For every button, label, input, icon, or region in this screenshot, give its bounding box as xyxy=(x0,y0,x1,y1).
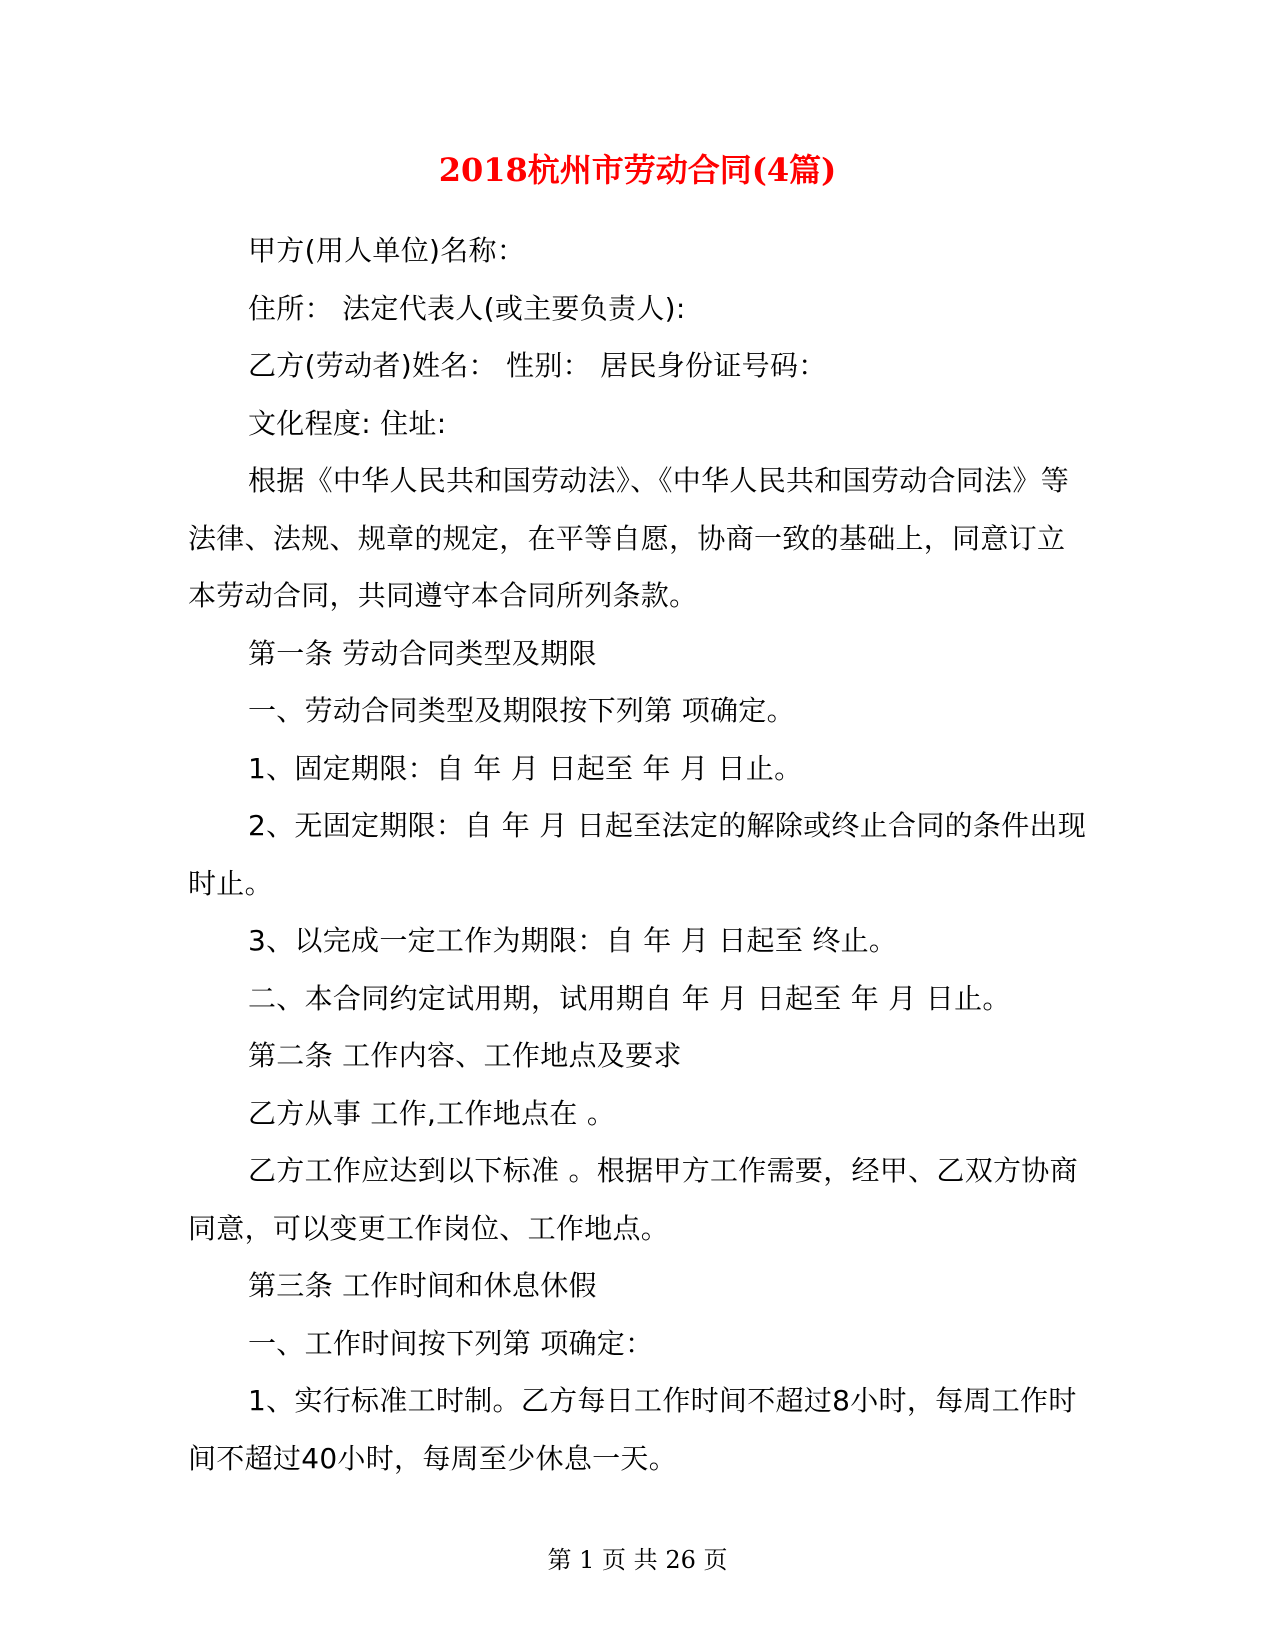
footer-prefix: 第 xyxy=(547,1546,572,1574)
paragraph-address-representative: 住所： 法定代表人(或主要负责人): xyxy=(248,291,686,325)
article-1-heading: 第一条 劳动合同类型及期限 xyxy=(248,636,597,670)
footer-mid: 页 共 xyxy=(602,1546,658,1574)
paragraph-work-hours: 一、工作时间按下列第 项确定： xyxy=(248,1326,654,1360)
document-body xyxy=(188,222,1088,1487)
page-footer xyxy=(0,1545,1275,1575)
paragraph-probation: 二、本合同约定试用期，试用期自 年 月 日起至 年 月 日止。 xyxy=(248,981,1011,1015)
paragraph-work-standard: 乙方工作应达到以下标准 。根据甲方工作需要，经甲、乙双方协商同意，可以变更工作岗位、工作地点。 xyxy=(188,1154,1078,1245)
paragraph-contract-type: 一、劳动合同类型及期限按下列第 项确定。 xyxy=(248,694,795,727)
document-title: 2018杭州市劳动合同(4篇) xyxy=(438,151,837,189)
footer-suffix: 页 xyxy=(703,1546,728,1574)
paragraph-legal-basis: 根据《中华人民共和国劳动法》、《中华人民共和国劳动合同法》等法律、法规、规章的规定，在平等自愿，协商一致的基础上，同意订立本劳动合同，共同遵守本合同所列条款。 xyxy=(188,464,1070,612)
paragraph-education-address: 文化程度: 住址: xyxy=(248,406,447,440)
article-2-heading: 第二条 工作内容、工作地点及要求 xyxy=(248,1039,682,1072)
article-3-heading: 第三条 工作时间和休息休假 xyxy=(248,1269,597,1302)
paragraph-task-term: 3、以完成一定工作为期限：自 年 月 日起至 终止。 xyxy=(248,924,898,957)
paragraph-standard-hours: 1、实行标准工时制。乙方每日工作时间不超过8小时，每周工作时间不超过40小时，每周至少休息一天。 xyxy=(188,1384,1077,1475)
footer-total-pages: 26 xyxy=(665,1546,696,1574)
paragraph-fixed-term: 1、固定期限：自 年 月 日起至 年 月 日止。 xyxy=(248,751,803,785)
paragraph-party-b-info: 乙方(劳动者)姓名： 性别： 居民身份证号码： xyxy=(248,349,827,382)
paragraph-open-term: 2、无固定期限：自 年 月 日起至法定的解除或终止合同的条件出现时止。 xyxy=(188,809,1087,900)
footer-page-number: 1 xyxy=(579,1546,595,1574)
paragraph-work-place: 乙方从事 工作,工作地点在 。 xyxy=(248,1096,616,1130)
paragraph-party-a-name: 甲方(用人单位)名称： xyxy=(248,234,526,267)
